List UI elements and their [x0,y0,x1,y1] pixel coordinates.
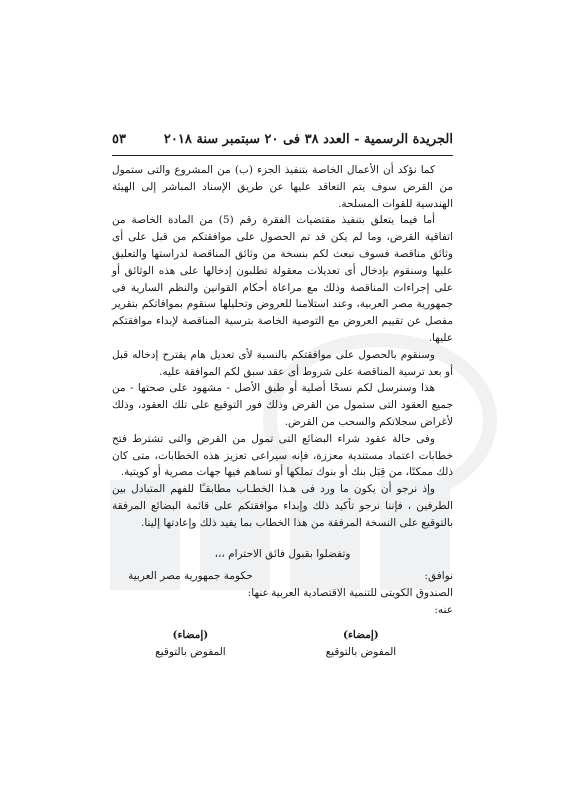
on-behalf-egypt: عنها: [247,587,269,599]
closing-line: وتفضلوا بقبول فائق الاحترام ،،، [214,548,351,560]
paragraph-4: هذا وسنرسل لكم نسخًا أصلية أو طبق الأصل - مشهود على صحتها - من جميع العقود التى ستمول من القرض وذلك فور التوقيع على تلك العقود، وذلك لأغراض سجلاتكم والسحب من القرض. [112,382,453,428]
authorized-egypt: المفوض بالتوقيع [155,646,226,658]
page-number: ٥٣ [112,132,126,147]
signature-egypt: (إمضاء) [172,629,209,641]
journal-title: الجريدة الرسمية - العدد ٣٨ فى ٢٠ سبتمبر سنة ٢٠١٨ [163,132,453,147]
party-egypt: حكومة جمهورية مصر العربية [128,570,253,582]
signature-row-signed [112,629,453,646]
party-kuwait-fund: الصندوق الكويتى للتنمية الاقتصادية العربية [271,587,453,599]
signature-row-fund [112,587,453,604]
agreed-label: نوافق: [424,570,453,582]
signature-row-onbehalf [112,604,453,621]
on-behalf-fund: عنه: [434,604,453,616]
paragraph-2: أما فيما يتعلق بتنفيذ مقتضيات الفقرة رقم (5) من المادة الخاصة من اتفاقية القرض، وما لم يكن قد تم الحصول على موافقتكم من قبل على أى وثائق مناقصة فسوف نبعث لكم بنسخة من وثائق المناقصة لدراستها والتعليق عليها وسنقوم بإدخال أى تعديلات معقولة تطلبون إدخالها على هذه الوثائق أو على إجراءات المناقصة وذلك مع مراعاة أحكام القوانين والنظم السارية فى جمهورية مصر العربية، وعند استلامنا للعروض وتحليلها سنقوم بموافاتكم بتقرير مفصل عن تقييم العروض مع التوصية الخاصة بترسية المناقصة لإبداء موافقتكم عليها. [112,214,453,344]
signature-lines [112,629,453,663]
signature-row-authorized [112,646,453,663]
signature-fund: (إمضاء) [343,629,379,641]
header-divider [112,155,453,156]
signature-block [112,570,453,621]
paragraph-1: كما نؤكد أن الأعمال الخاصة بتنفيذ الجزء (ب) من المشروع والتى ستمول من القرض سوف يتم التعاقد عليها عن طريق الإسناد المباشر إلى الهيئة الهندسية للقوات المسلحة. [112,164,453,210]
paragraph-5: وفى حالة عقود شراء البضائع التى تمول من القرض والتى تشترط فتح خطابات اعتماد مستندية معززة، فإنه سيراعى تعزيز هذه الخطابات، متى كان ذلك ممكنًا، من قِبَل بنك أو بنوك تملكها أو تساهم فيها جهات مصرية أو كويتية. [112,432,453,479]
page-header [112,132,453,152]
paragraph-6: وإذ نرجو أن يكون ما ورد فى هـذا الخطـاب مطابقـًا للفهم المتبادل بين الطرفين ، فإننا نرجو تأكيد ذلك وإبداء موافقتكم على قائمة البضائع المرفقة بالتوقيع على النسخة المرفقة من هذا الخطاب بما يفيد ذلك وإعادتها إلينا. [112,483,453,529]
letter-body [112,162,453,532]
authorized-fund: المفوض بالتوقيع [325,646,397,658]
paragraph-3: وسنقوم بالحصول على موافقتكم بالنسبة لأى تعديل هام يقترح إدخاله قبل أو بعد ترسية المناقصة على شروط أى عقد سبق لكم الموافقة عليه. [112,348,453,378]
signature-row-parties [112,570,453,587]
